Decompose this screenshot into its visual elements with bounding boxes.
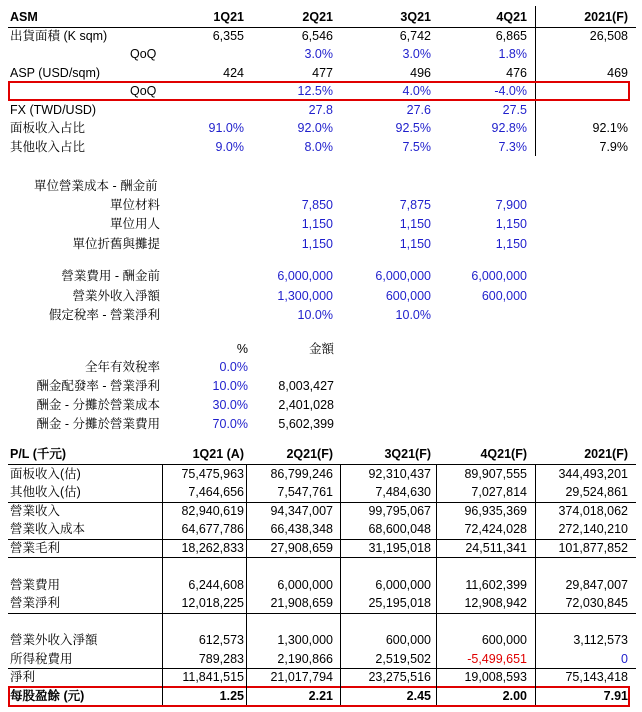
value-q3: 6,742 <box>399 28 431 43</box>
pl-value-q3: 600,000 <box>385 633 431 647</box>
pl-value-q1 <box>154 557 244 575</box>
pl-label: 營業外收入淨額 <box>10 633 98 647</box>
opex-q3: 6,000,000 <box>375 269 431 283</box>
pl-value-fy: 374,018,062 <box>558 503 628 518</box>
comp-row <box>0 358 642 376</box>
value-q3: 496 <box>410 65 431 80</box>
opex-row <box>0 287 642 305</box>
pl-header-q1: 1Q21 (A) <box>192 447 244 461</box>
value-q4: -4.0% <box>494 84 527 98</box>
top-row <box>0 45 642 63</box>
value-q1 <box>154 45 244 63</box>
pl-value-q3: 92,310,437 <box>368 466 431 481</box>
pl-value-q3: 68,600,048 <box>368 522 431 536</box>
pl-value-q2: 21,017,794 <box>270 670 333 684</box>
pl-value-q1 <box>154 613 244 631</box>
opex-label: 營業外收入淨額 <box>72 288 160 303</box>
highlight-box-eps <box>8 686 630 707</box>
value-q2: 12.5% <box>297 84 333 98</box>
comp-row <box>0 377 642 395</box>
pl-value-fy: 344,493,201 <box>558 466 628 481</box>
pl-value-q3: 31,195,018 <box>368 540 431 555</box>
opex-q3: 600,000 <box>385 288 431 303</box>
pl-value-fy <box>538 557 628 575</box>
value-q4: 27.5 <box>502 102 527 117</box>
pl-value-q4: -5,499,651 <box>467 651 527 666</box>
pl-value-q1: 12,018,225 <box>181 596 244 610</box>
comp-amount: 8,003,427 <box>278 379 334 393</box>
comp-amount: 5,602,399 <box>278 417 334 431</box>
row-label: QoQ <box>130 47 157 61</box>
header-fy: 2021(F) <box>584 10 628 24</box>
row-label: 出貨面積 (K sqm) <box>10 28 108 43</box>
cost-q2: 1,150 <box>301 217 333 231</box>
cost-title-row <box>0 177 642 195</box>
top-header-row <box>0 8 642 26</box>
cost-q3: 1,150 <box>399 217 431 231</box>
pl-label: 營業淨利 <box>10 596 61 610</box>
cost-label: 單位用人 <box>109 217 160 231</box>
pl-value-fy: 72,030,845 <box>565 596 628 610</box>
pl-value-fy: 3,112,573 <box>573 633 628 647</box>
pl-value-fy <box>538 613 628 631</box>
pl-value-q3: 25,195,018 <box>368 596 431 610</box>
pl-title: P/L (千元) <box>10 447 67 461</box>
pl-value-q4: 89,907,555 <box>464 466 527 481</box>
value-q1: 9.0% <box>215 139 244 154</box>
cost-label: 單位材料 <box>109 197 160 212</box>
pl-label: 營業收入 <box>10 503 61 518</box>
comp-pct: 30.0% <box>212 398 248 412</box>
comp-label: 酬金配發率 - 營業淨利 <box>36 379 160 393</box>
opex-q2: 1,300,000 <box>277 288 333 303</box>
pl-row <box>0 483 642 501</box>
pl-label: 每股盈餘 (元) <box>10 688 85 703</box>
pl-label: 淨利 <box>10 670 36 684</box>
comp-pct: 0.0% <box>219 360 248 374</box>
cost-label: 單位折舊與攤提 <box>72 236 160 251</box>
value-q1: 6,355 <box>212 28 244 43</box>
pct-header: % <box>236 342 248 356</box>
value-fy: 469 <box>607 65 628 80</box>
opex-q4: 6,000,000 <box>471 269 527 283</box>
pl-value-q4: 7,027,814 <box>471 485 527 499</box>
pl-value-q4 <box>437 613 527 631</box>
pl-value-q1: 612,573 <box>198 633 244 647</box>
pl-label: 所得稅費用 <box>10 651 73 666</box>
pl-value-q1: 75,475,963 <box>181 466 244 481</box>
row-label: 其他收入占比 <box>10 139 86 154</box>
pl-value-q1: 82,940,619 <box>181 503 244 518</box>
pl-value-q3 <box>341 557 431 575</box>
pl-value-q2 <box>243 613 333 631</box>
opex-label: 假定稅率 - 營業淨利 <box>48 308 160 322</box>
value-q2: 8.0% <box>304 139 333 154</box>
pl-value-q2 <box>243 557 333 575</box>
pl-value-q3: 23,275,516 <box>368 670 431 684</box>
top-row <box>0 138 642 156</box>
value-q4: 1.8% <box>498 47 527 61</box>
pl-value-fy: 29,524,861 <box>565 485 628 499</box>
pl-value-fy: 75,143,418 <box>565 670 628 684</box>
top-row <box>0 119 642 137</box>
highlight-box-asp-qoq <box>8 81 630 101</box>
pl-value-q4: 2.00 <box>502 688 527 703</box>
pl-value-fy: 101,877,852 <box>558 540 628 555</box>
row-label: ASP (USD/sqm) <box>10 65 101 80</box>
comp-label: 酬金 - 分攤於營業成本 <box>36 398 160 412</box>
pl-row <box>0 502 642 520</box>
cost-q4: 7,900 <box>495 197 527 212</box>
pl-value-q4 <box>437 557 527 575</box>
comp-row <box>0 415 642 433</box>
value-q4: 6,865 <box>495 28 527 43</box>
row-label: 面板收入占比 <box>10 121 86 135</box>
column-divider <box>246 464 247 706</box>
pl-value-fy: 272,140,210 <box>558 522 628 536</box>
cost-row <box>0 215 642 233</box>
pl-header-q2: 2Q21(F) <box>286 447 333 461</box>
pl-value-q4: 600,000 <box>481 633 527 647</box>
top-row <box>0 101 642 119</box>
pl-value-q3: 6,000,000 <box>375 577 431 592</box>
value-q2: 92.0% <box>297 121 333 135</box>
opex-label: 營業費用 - 酬金前 <box>61 269 160 283</box>
opex-q2: 10.0% <box>297 308 333 322</box>
pl-label: 營業費用 <box>10 577 61 592</box>
pl-value-q3: 2.45 <box>406 688 431 703</box>
row-label: FX (TWD/USD) <box>10 102 97 117</box>
value-q3: 7.5% <box>402 139 431 154</box>
pl-value-q4: 19,008,593 <box>464 670 527 684</box>
top-row <box>0 27 642 45</box>
value-q2: 477 <box>312 65 333 80</box>
cost-row <box>0 235 642 253</box>
header-q4: 4Q21 <box>496 10 527 24</box>
value-q3: 3.0% <box>402 47 431 61</box>
pl-row <box>0 557 642 575</box>
pl-row <box>0 576 642 594</box>
pl-row <box>0 465 642 483</box>
pl-header-q3: 3Q21(F) <box>384 447 431 461</box>
pl-value-q4: 96,935,369 <box>464 503 527 518</box>
pl-value-q1: 18,262,833 <box>181 540 244 555</box>
column-divider <box>162 464 163 706</box>
cost-q3: 1,150 <box>399 236 431 251</box>
value-q1: 424 <box>223 65 244 80</box>
pl-row <box>0 613 642 631</box>
row-label: QoQ <box>130 84 157 98</box>
pl-value-q4: 11,602,399 <box>465 577 527 592</box>
pl-value-q1: 789,283 <box>198 651 244 666</box>
value-q3: 4.0% <box>402 84 431 98</box>
pl-value-q3: 2,519,502 <box>375 651 431 666</box>
pl-value-q2: 7,547,761 <box>277 485 333 499</box>
cost-section-title: 單位營業成本 - 酬金前 <box>34 179 158 193</box>
opex-q3: 10.0% <box>395 308 431 322</box>
pl-value-fy: 7.91 <box>603 688 628 703</box>
pl-value-q2: 66,438,348 <box>270 522 333 536</box>
value-q2: 3.0% <box>304 47 333 61</box>
value-fy <box>538 45 628 63</box>
pl-value-q2: 27,908,659 <box>270 540 333 555</box>
cost-q4: 1,150 <box>495 217 527 231</box>
value-q4: 7.3% <box>498 139 527 154</box>
pl-value-q4: 24,511,341 <box>465 540 527 555</box>
pl-value-fy: 0 <box>621 651 628 666</box>
value-q2: 27.8 <box>308 102 333 117</box>
comp-amount: 2,401,028 <box>278 398 334 412</box>
pl-value-q2: 2,190,866 <box>277 651 333 666</box>
pl-value-q2: 1,300,000 <box>277 633 333 647</box>
comp-label: 全年有效稅率 <box>84 360 160 374</box>
pl-value-fy: 29,847,007 <box>565 577 628 592</box>
value-fy: 92.1% <box>592 121 628 135</box>
cost-q2: 7,850 <box>301 197 333 212</box>
pl-value-q1: 1.25 <box>219 688 244 703</box>
opex-q4 <box>437 306 527 324</box>
cost-q4: 1,150 <box>495 236 527 251</box>
value-fy: 7.9% <box>599 139 628 154</box>
company-label: ASM <box>10 10 38 24</box>
pl-row <box>0 631 642 649</box>
value-q4: 476 <box>506 65 527 80</box>
pl-header-fy: 2021(F) <box>584 447 628 461</box>
header-q2: 2Q21 <box>302 10 333 24</box>
pl-value-q2: 86,799,246 <box>270 466 333 481</box>
value-q1 <box>154 101 244 119</box>
comp-label: 酬金 - 分攤於營業費用 <box>36 417 160 431</box>
pl-label: 營業收入成本 <box>10 522 86 536</box>
opex-q2: 6,000,000 <box>277 269 333 283</box>
value-fy <box>538 101 628 119</box>
pl-row <box>0 668 642 686</box>
pl-value-q1: 7,464,656 <box>188 485 244 499</box>
pl-value-q4: 72,424,028 <box>464 522 527 536</box>
value-q2: 6,546 <box>301 28 333 43</box>
pl-row <box>0 650 642 668</box>
pl-header-q4: 4Q21(F) <box>480 447 527 461</box>
pl-value-q4: 12,908,942 <box>464 596 527 610</box>
value-q4: 92.8% <box>491 121 527 135</box>
pl-value-q3 <box>341 613 431 631</box>
column-divider <box>535 464 536 706</box>
header-q3: 3Q21 <box>400 10 431 24</box>
pl-row <box>0 539 642 557</box>
pl-value-q3: 99,795,067 <box>368 503 431 518</box>
pl-value-q1: 64,677,786 <box>181 522 244 536</box>
amount-header: 金額 <box>308 342 334 356</box>
pl-value-q2: 94,347,007 <box>270 503 333 518</box>
pl-row <box>0 594 642 612</box>
opex-row <box>0 267 642 285</box>
pl-header-row <box>0 445 642 463</box>
pl-value-q1: 6,244,608 <box>188 577 244 592</box>
value-q3: 27.6 <box>406 102 431 117</box>
value-q1: 91.0% <box>208 121 244 135</box>
pl-row <box>0 520 642 538</box>
pl-value-q2: 6,000,000 <box>277 577 333 592</box>
pl-value-q3: 7,484,630 <box>375 485 431 499</box>
pl-value-q2: 2.21 <box>308 688 333 703</box>
pl-label: 面板收入(估) <box>10 466 81 481</box>
pl-value-q2: 21,908,659 <box>270 596 333 610</box>
top-row <box>0 64 642 82</box>
header-q1: 1Q21 <box>213 10 244 24</box>
comp-pct: 10.0% <box>212 379 248 393</box>
pl-value-q1: 11,841,515 <box>182 670 244 684</box>
value-fy: 26,508 <box>589 28 628 43</box>
column-divider <box>340 464 341 706</box>
pl-label: 營業毛利 <box>10 540 61 555</box>
cost-q2: 1,150 <box>301 236 333 251</box>
cost-row <box>0 196 642 214</box>
column-divider <box>436 464 437 706</box>
comp-amount <box>250 358 334 376</box>
cost-q3: 7,875 <box>399 197 431 212</box>
opex-q4: 600,000 <box>481 288 527 303</box>
pl-label: 其他收入(估) <box>10 485 81 499</box>
comp-pct: 70.0% <box>212 417 248 431</box>
opex-row <box>0 306 642 324</box>
value-q3: 92.5% <box>395 121 431 135</box>
comp-row <box>0 396 642 414</box>
comp-header-row <box>0 340 642 358</box>
